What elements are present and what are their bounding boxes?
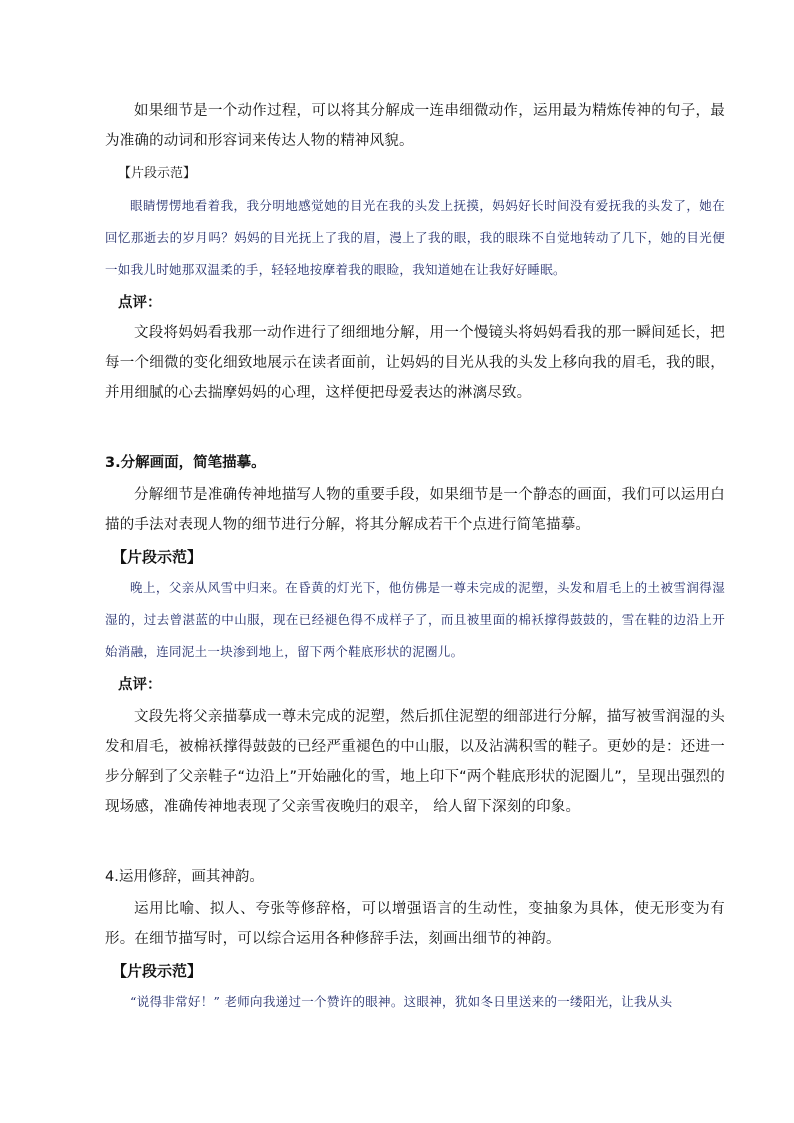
section3-excerpt: 晚上，父亲从风雪中归来。在昏黄的灯光下，他仿佛是一尊未完成的泥塑，头发和眉毛上的土被雪润得湿湿的，过去曾湛蓝的中山服，现在已经褪色得不成样子了，而且被里面的棉袄撑得鼓鼓的，雪在鞋的边沿上开始消融，连同泥土一块渗到地上，留下两个鞋底形状的泥圈儿。 xyxy=(105,580,725,659)
section4-heading: 4.运用修辞，画其神韵。 xyxy=(105,869,264,885)
example1-comment-label: 点评： xyxy=(118,295,162,311)
section3-comment: 文段先将父亲描摹成一尊未完成的泥塑，然后抓住泥塑的细部进行分解，描写被雪润湿的头发和眉毛，被棉袄撑得鼓鼓的已经严重褪色的中山服，以及沾满积雪的鞋子。更妙的是：还进一步分解到了父亲鞋子“边沿上”开始融化的雪，地上印下“两个鞋底形状的泥圈儿”，呈现出强烈的现场感，准确传神地表现了父亲雪夜晚归的艰辛， 给人留下深刻的印象。 xyxy=(105,709,725,815)
section3-heading xyxy=(105,448,725,478)
section3-comment-label: 点评： xyxy=(118,677,162,693)
section-intro-paragraph: 如果细节是一个动作过程，可以将其分解成一连串细微动作，运用最为精炼传神的句子，最为准确的动词和形容词来传达人物的精神风貌。 xyxy=(105,103,725,149)
example1-excerpt: 眼睛愣愣地看着我，我分明地感觉她的目光在我的头发上抚摸，妈妈好长时间没有爱抚我的头发了，她在回忆那逝去的岁月吗？妈妈的目光抚上了我的眉，漫上了我的眼，我的眼珠不自觉地转动了几下，她的目光便一如我儿时她那双温柔的手，轻轻地按摩着我的眼睑，我知道她在让我好好睡眠。 xyxy=(105,198,725,277)
example1-comment: 文段将妈妈看我那一动作进行了细细地分解，用一个慢镜头将妈妈看我的那一瞬间延长，把每一个细微的变化细致地展示在读者面前，让妈妈的目光从我的头发上移向我的眉毛，我的眼，并用细腻的心去揣摩妈妈的心理，这样便把母爱表达的淋漓尽致。 xyxy=(105,325,725,401)
example1-label: 【片段示范】 xyxy=(118,166,197,181)
section3-paragraph: 分解细节是准确传神地描写人物的重要手段，如果细节是一个静态的画面，我们可以运用白描的手法对表现人物的细节进行分解，将其分解成若干个点进行简笔描摹。 xyxy=(105,487,725,533)
section3-label: 【片段示范】 xyxy=(112,548,203,566)
section3-heading-text: 3.分解画面，简笔描摹。 xyxy=(105,455,266,471)
section4-label: 【片段示范】 xyxy=(112,962,203,980)
section4-paragraph: 运用比喻、拟人、夸张等修辞格，可以增强语言的生动性，变抽象为具体，使无形变为有形。在细节描写时，可以综合运用各种修辞手法，刻画出细节的神韵。 xyxy=(105,901,725,947)
section4-excerpt: “说得非常好！” 老师向我递过一个赞许的眼神。这眼神，犹如冬日里送来的一缕阳光，让我从头 xyxy=(130,994,673,1009)
